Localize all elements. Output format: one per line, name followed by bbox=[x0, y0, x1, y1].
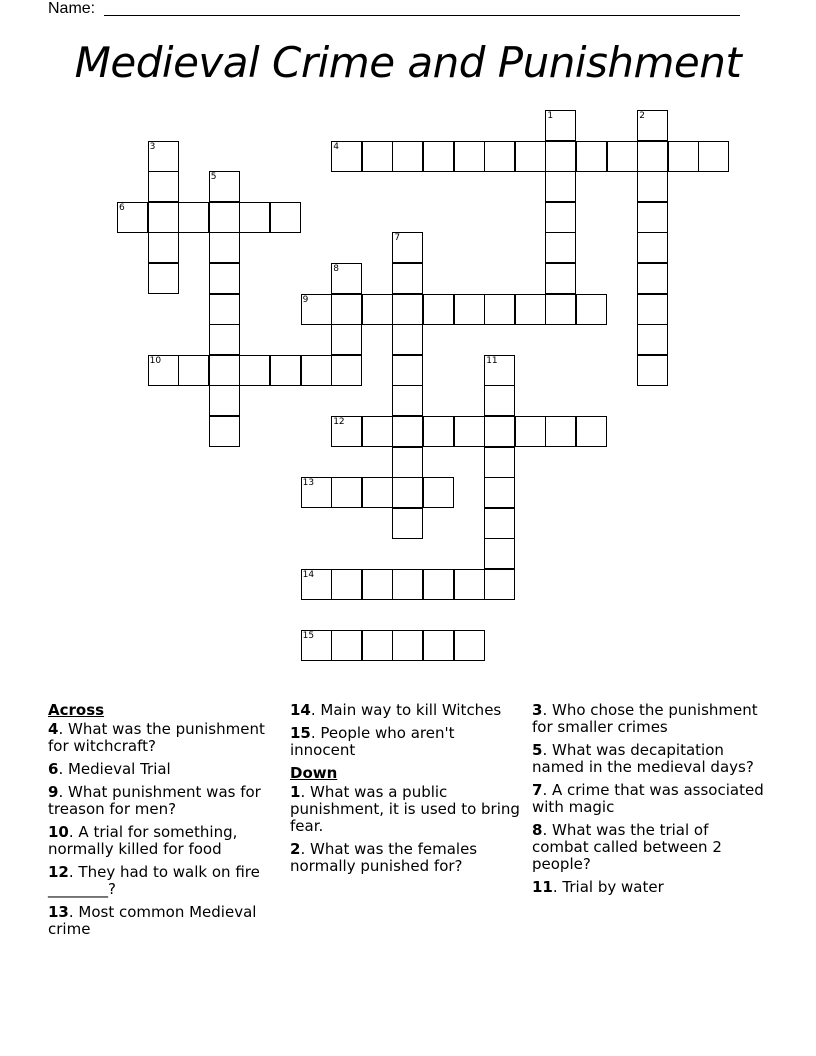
grid-cell[interactable] bbox=[423, 630, 454, 661]
grid-cell[interactable] bbox=[484, 447, 515, 478]
grid-cell[interactable] bbox=[209, 294, 240, 325]
clue-number: 14 bbox=[290, 701, 311, 719]
grid-cell[interactable] bbox=[331, 355, 362, 386]
clue-number: 6 bbox=[48, 760, 59, 778]
grid-cell[interactable] bbox=[545, 110, 576, 141]
grid-cell[interactable] bbox=[454, 141, 485, 172]
clue-number: 9 bbox=[302, 294, 309, 305]
grid-cell[interactable] bbox=[362, 294, 393, 325]
name-label: Name: bbox=[48, 0, 96, 17]
grid-cell[interactable] bbox=[515, 141, 546, 172]
grid-cell[interactable] bbox=[545, 141, 576, 172]
grid-cell[interactable] bbox=[515, 416, 546, 447]
clue-number: 10 bbox=[149, 355, 162, 366]
grid-cell[interactable] bbox=[209, 324, 240, 355]
clue-number: 5 bbox=[532, 741, 543, 759]
grid-cell[interactable] bbox=[239, 202, 270, 233]
clue-number: 6 bbox=[119, 202, 125, 213]
grid-cell[interactable] bbox=[545, 171, 576, 202]
clue-text: What was the trial of combat called between 2 people? bbox=[532, 821, 722, 873]
clue-number: 3 bbox=[532, 701, 543, 719]
grid-cell[interactable] bbox=[484, 538, 515, 569]
grid-cell[interactable] bbox=[637, 294, 668, 325]
grid-cell[interactable] bbox=[484, 508, 515, 539]
grid-cell[interactable] bbox=[637, 171, 668, 202]
grid-cell[interactable] bbox=[148, 202, 179, 233]
clue-number: 15 bbox=[290, 724, 311, 742]
clue-number: 12 bbox=[48, 863, 69, 881]
grid-cell[interactable] bbox=[423, 141, 454, 172]
clue-item: 4. What was the punishment for witchcraft? bbox=[48, 720, 265, 755]
grid-cell[interactable] bbox=[423, 416, 454, 447]
grid-cell[interactable] bbox=[576, 141, 607, 172]
clue-number: 15 bbox=[302, 631, 315, 642]
clue-text: What was decapitation named in the medieval days? bbox=[532, 741, 754, 776]
grid-cell[interactable] bbox=[515, 294, 546, 325]
grid-cell[interactable] bbox=[148, 232, 179, 263]
grid-cell[interactable] bbox=[392, 630, 423, 661]
clue-number: 11 bbox=[486, 355, 498, 366]
grid-cell[interactable] bbox=[545, 263, 576, 294]
grid-cell[interactable] bbox=[454, 294, 485, 325]
clue-number: 4 bbox=[48, 720, 59, 738]
grid-cell[interactable] bbox=[637, 110, 668, 141]
grid-cell[interactable] bbox=[576, 294, 607, 325]
grid-cell[interactable] bbox=[301, 630, 332, 661]
grid-cell[interactable] bbox=[637, 141, 668, 172]
grid-cell[interactable] bbox=[362, 630, 393, 661]
clue-item: 15. People who aren't innocent bbox=[290, 724, 455, 759]
grid-cell[interactable] bbox=[362, 416, 393, 447]
grid-cell[interactable] bbox=[209, 232, 240, 263]
grid-cell[interactable] bbox=[392, 294, 423, 325]
clue-item: 7. A crime that was associated with magic bbox=[532, 781, 764, 816]
clue-text: Medieval Trial bbox=[67, 760, 171, 778]
clue-text: What punishment was for treason for men? bbox=[48, 783, 261, 818]
grid-cell[interactable] bbox=[454, 630, 485, 661]
grid-cell[interactable] bbox=[301, 477, 332, 508]
grid-cell[interactable] bbox=[209, 355, 240, 386]
grid-cell[interactable] bbox=[423, 294, 454, 325]
grid-cell[interactable] bbox=[209, 385, 240, 416]
clue-number: 4 bbox=[333, 141, 339, 152]
grid-cell[interactable] bbox=[148, 263, 179, 294]
grid-cell[interactable] bbox=[545, 232, 576, 263]
grid-cell[interactable] bbox=[392, 232, 423, 263]
clue-text: People who aren't innocent bbox=[290, 724, 455, 759]
grid-cell[interactable] bbox=[545, 294, 576, 325]
grid-cell[interactable] bbox=[301, 569, 332, 600]
grid-cell[interactable] bbox=[148, 171, 179, 202]
clue-text: Who chose the punishment for smaller crimes bbox=[532, 701, 758, 736]
grid-cell[interactable] bbox=[392, 324, 423, 355]
grid-cell[interactable] bbox=[301, 355, 332, 386]
grid-cell[interactable] bbox=[148, 355, 179, 386]
grid-cell[interactable] bbox=[392, 141, 423, 172]
grid-cell[interactable] bbox=[576, 416, 607, 447]
grid-cell[interactable] bbox=[270, 202, 301, 233]
grid-cell[interactable] bbox=[484, 355, 515, 386]
grid-cell[interactable] bbox=[484, 569, 515, 600]
grid-cell[interactable] bbox=[392, 416, 423, 447]
clue-number: 14 bbox=[302, 570, 315, 580]
clue-number: 5 bbox=[210, 172, 217, 183]
clue-column-1 bbox=[48, 702, 280, 944]
grid-cell[interactable] bbox=[331, 294, 362, 325]
clue-number: 11 bbox=[532, 878, 553, 896]
clue-number: 2 bbox=[639, 111, 645, 121]
grid-cell[interactable] bbox=[545, 202, 576, 233]
clue-item: 13. Most common Medieval crime bbox=[48, 903, 257, 938]
clue-number: 1 bbox=[290, 783, 301, 801]
grid-cell[interactable] bbox=[331, 630, 362, 661]
clue-number: 12 bbox=[333, 417, 345, 427]
clue-text: Most common Medieval crime bbox=[48, 903, 257, 938]
grid-cell[interactable] bbox=[668, 141, 699, 172]
clue-text: A trial for something, normally killed for food bbox=[48, 823, 238, 858]
grid-cell[interactable] bbox=[545, 416, 576, 447]
grid-cell[interactable] bbox=[392, 569, 423, 600]
grid-cell[interactable] bbox=[209, 263, 240, 294]
grid-cell[interactable] bbox=[209, 171, 240, 202]
grid-cell[interactable] bbox=[637, 263, 668, 294]
page-title: Medieval Crime and Punishment bbox=[74, 38, 742, 87]
clue-number: 7 bbox=[394, 233, 401, 244]
grid-cell[interactable] bbox=[607, 141, 638, 172]
clue-text: What was the females normally punished for? bbox=[290, 840, 478, 875]
clue-section-heading: Down bbox=[290, 764, 338, 782]
clue-text: Trial by water bbox=[562, 878, 664, 896]
clue-number: 7 bbox=[532, 781, 543, 799]
grid-cell[interactable] bbox=[209, 202, 240, 233]
clue-item: 10. A trial for something, normally killed for food bbox=[48, 823, 238, 858]
clue-number: 2 bbox=[290, 840, 301, 858]
grid-cell[interactable] bbox=[484, 294, 515, 325]
grid-cell[interactable] bbox=[178, 355, 209, 386]
clue-number: 9 bbox=[48, 783, 59, 801]
grid-cell[interactable] bbox=[454, 416, 485, 447]
grid-cell[interactable] bbox=[331, 324, 362, 355]
grid-cell[interactable] bbox=[637, 355, 668, 386]
clue-item: 5. What was decapitation named in the medieval days? bbox=[532, 741, 754, 776]
grid-cell[interactable] bbox=[331, 477, 362, 508]
grid-cell[interactable] bbox=[392, 447, 423, 478]
grid-cell[interactable] bbox=[331, 263, 362, 294]
clue-number: 13 bbox=[302, 478, 315, 489]
grid-cell[interactable] bbox=[423, 569, 454, 600]
clue-item: 9. What punishment was for treason for men? bbox=[48, 783, 261, 818]
clue-item: 1. What was a public punishment, it is used to bring fear. bbox=[290, 783, 520, 835]
grid-cell[interactable] bbox=[331, 569, 362, 600]
grid-cell[interactable] bbox=[270, 355, 301, 386]
clue-item: 12. They had to walk on fire ________? bbox=[48, 863, 260, 898]
grid-cell[interactable] bbox=[301, 294, 332, 325]
grid-cell[interactable] bbox=[484, 477, 515, 508]
clue-item: 14. Main way to kill Witches bbox=[290, 701, 502, 719]
clue-text: What was the punishment for witchcraft? bbox=[48, 720, 265, 755]
grid-cell[interactable] bbox=[331, 141, 362, 172]
grid-cell[interactable] bbox=[484, 141, 515, 172]
grid-cell[interactable] bbox=[117, 202, 148, 233]
clue-section-heading: Across bbox=[48, 701, 105, 719]
grid-cell[interactable] bbox=[392, 355, 423, 386]
clue-number: 3 bbox=[149, 141, 156, 152]
clue-number: 8 bbox=[532, 821, 543, 839]
clue-text: Main way to kill Witches bbox=[320, 701, 502, 719]
clue-item: 11. Trial by water bbox=[532, 878, 664, 896]
grid-cell[interactable] bbox=[454, 569, 485, 600]
clue-number: 8 bbox=[333, 264, 339, 274]
clue-column-3 bbox=[532, 702, 764, 902]
grid-cell[interactable] bbox=[637, 232, 668, 263]
grid-cell[interactable] bbox=[484, 385, 515, 416]
grid-cell[interactable] bbox=[423, 477, 454, 508]
grid-cell[interactable] bbox=[392, 477, 423, 508]
clue-column-2 bbox=[290, 702, 522, 881]
clue-item: 2. What was the females normally punished for? bbox=[290, 840, 478, 875]
grid-cell[interactable] bbox=[637, 202, 668, 233]
grid-cell[interactable] bbox=[637, 324, 668, 355]
clue-item: 6. Medieval Trial bbox=[48, 760, 171, 778]
clue-number: 13 bbox=[48, 903, 69, 921]
clue-text: A crime that was associated with magic bbox=[532, 781, 764, 816]
grid-cell[interactable] bbox=[392, 385, 423, 416]
grid-cell[interactable] bbox=[239, 355, 270, 386]
clue-text: They had to walk on fire ________? bbox=[48, 863, 260, 898]
grid-cell[interactable] bbox=[698, 141, 729, 172]
grid-cell[interactable] bbox=[392, 263, 423, 294]
grid-cell[interactable] bbox=[209, 416, 240, 447]
clue-item: 3. Who chose the punishment for smaller crimes bbox=[532, 701, 758, 736]
grid-cell[interactable] bbox=[362, 477, 393, 508]
grid-cell[interactable] bbox=[148, 141, 179, 172]
clue-text: What was a public punishment, it is used to bring fear. bbox=[290, 783, 520, 835]
grid-cell[interactable] bbox=[331, 416, 362, 447]
grid-cell[interactable] bbox=[362, 569, 393, 600]
clue-number: 1 bbox=[547, 111, 554, 121]
grid-cell[interactable] bbox=[178, 202, 209, 233]
grid-cell[interactable] bbox=[484, 416, 515, 447]
clue-item: 8. What was the trial of combat called between 2 people? bbox=[532, 821, 722, 873]
grid-cell[interactable] bbox=[392, 508, 423, 539]
grid-cell[interactable] bbox=[362, 141, 393, 172]
clue-number: 10 bbox=[48, 823, 69, 841]
